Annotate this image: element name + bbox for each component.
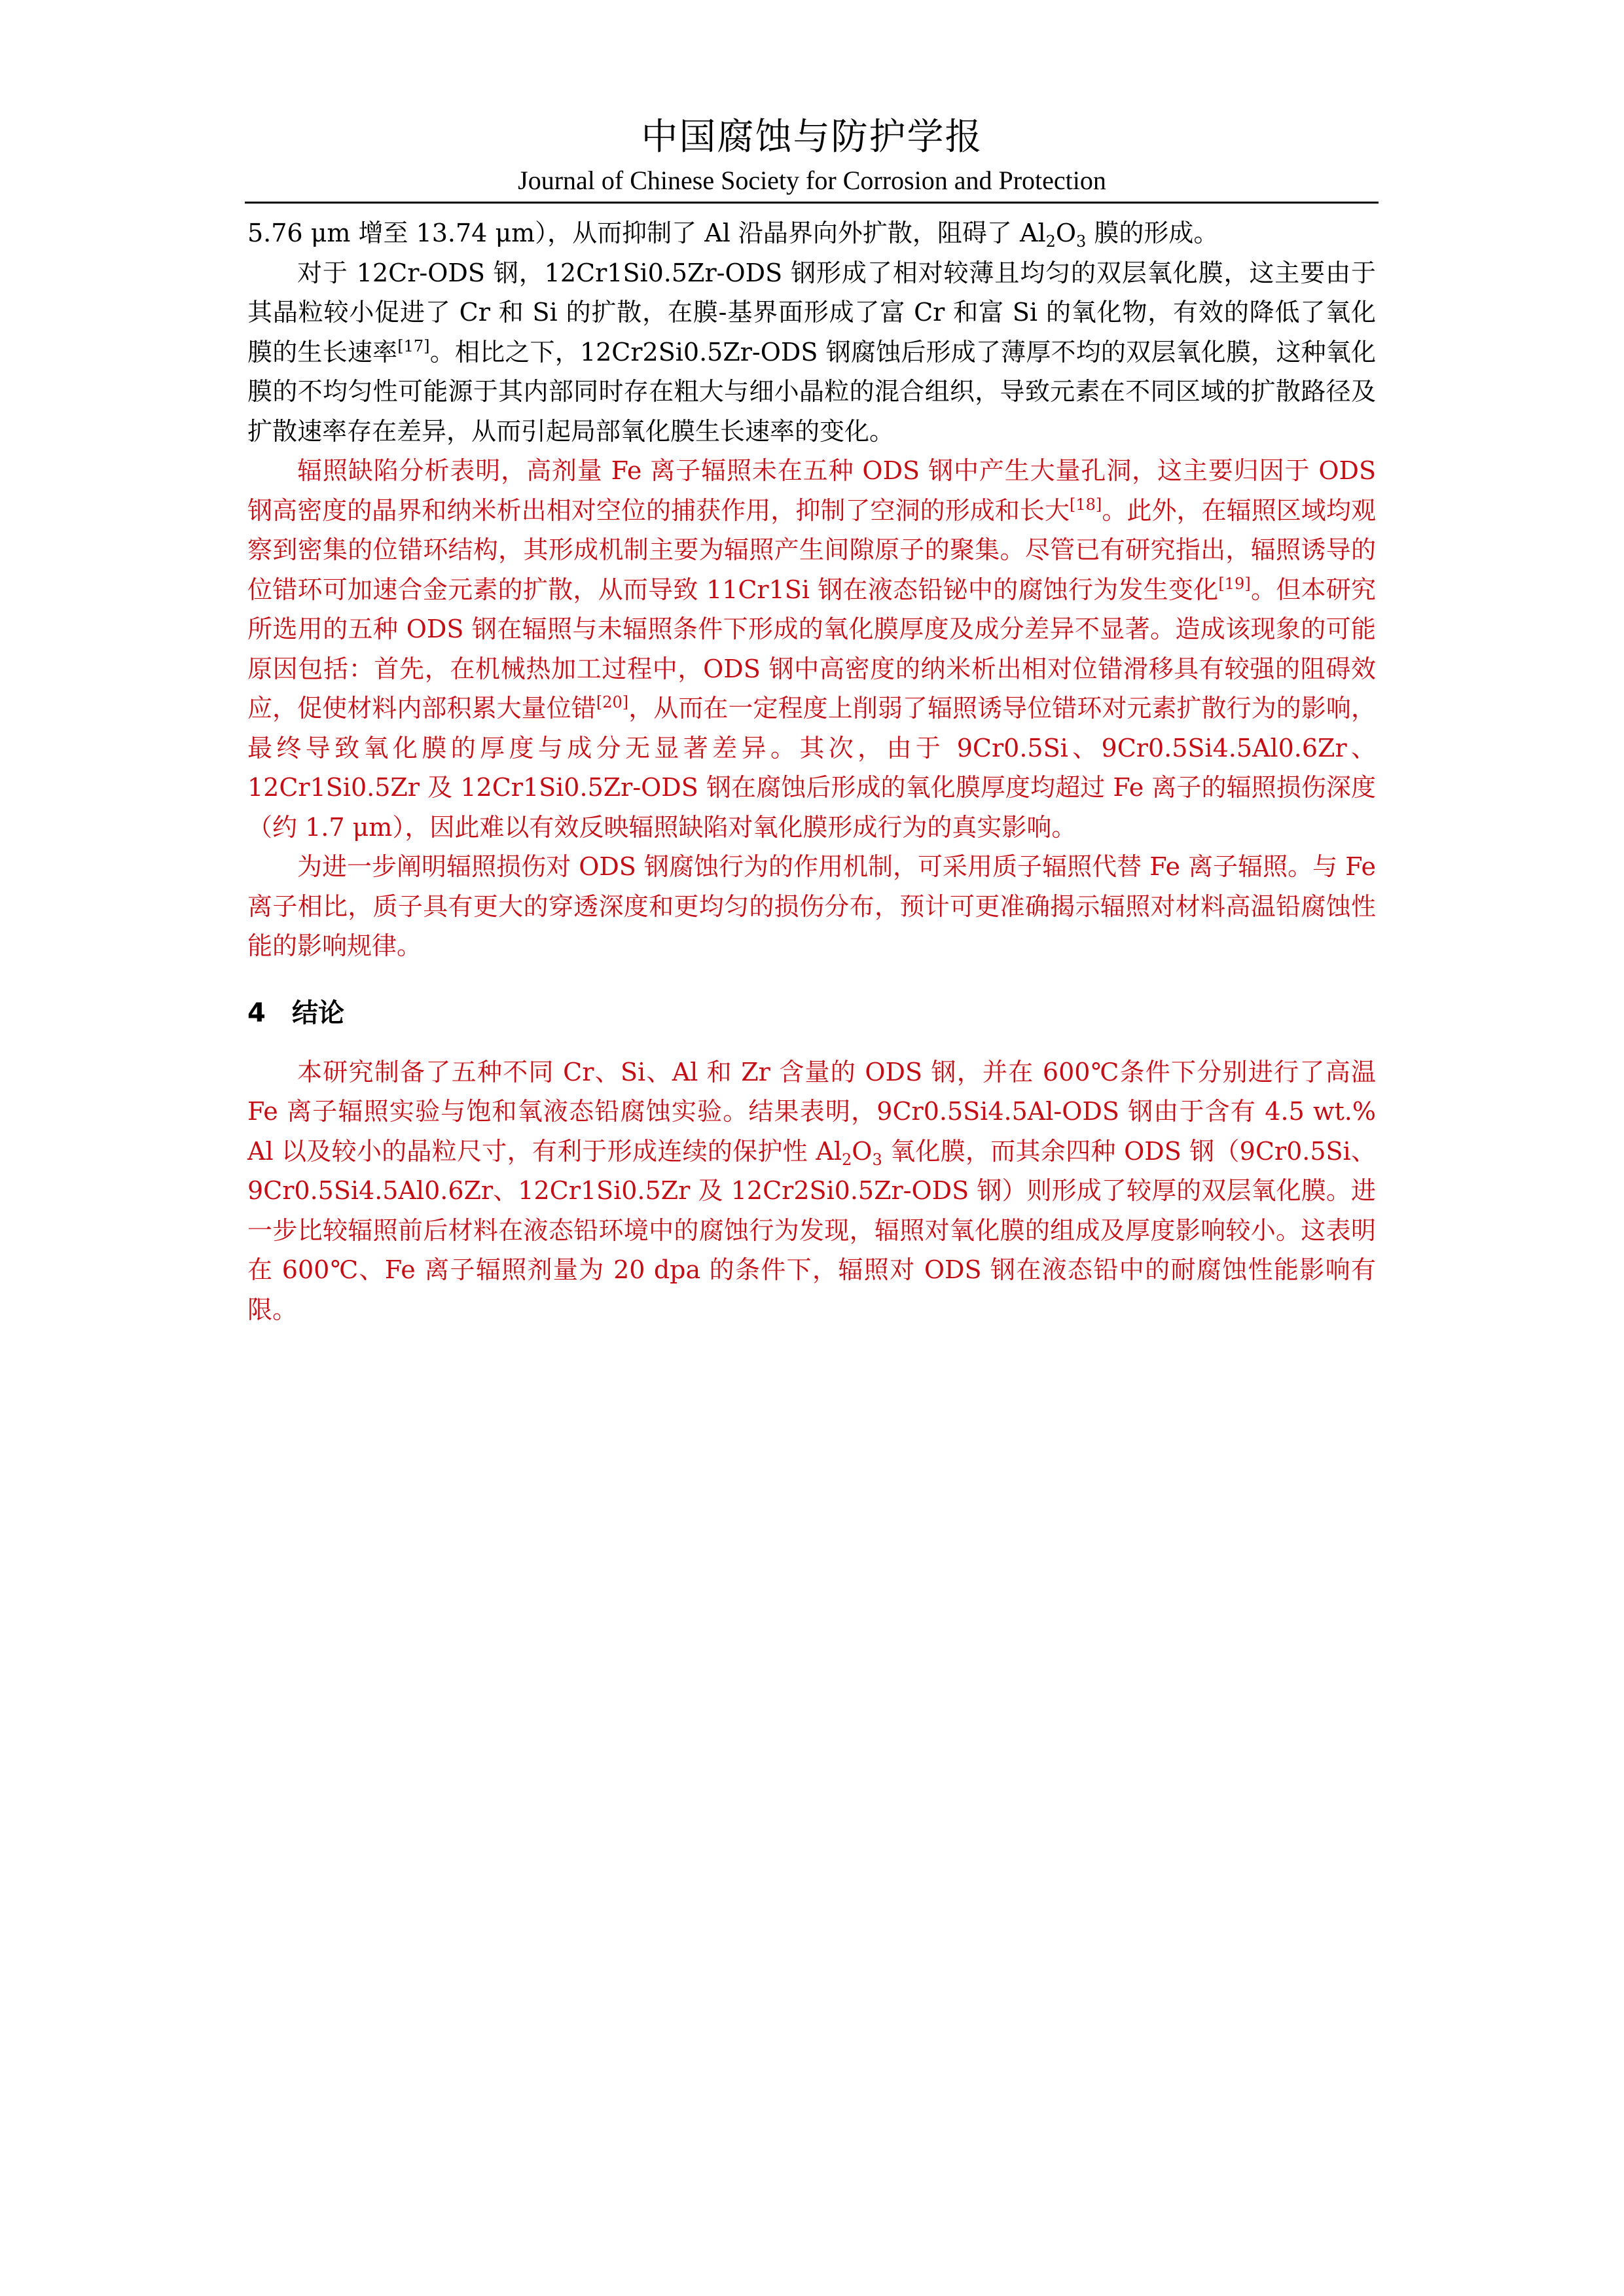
paragraph-continuation: 5.76 μm 增至 13.74 μm），从而抑制了 Al 沿晶界向外扩散，阻碍了 $Al_2O_3$ 膜的形成。 — [247, 219, 1219, 251]
header-divider — [245, 202, 1379, 204]
paragraph-conclusion: 本研究制备了五种不同 Cr、Si、Al 和 Zr 含量的 ODS 钢，并在 600℃条件下分别进行了高温 Fe 离子辐照实验与饱和氧液态铅腐蚀实验。结果表明，9Cr0.5Si4.5Al-ODS 钢由于含有 4.5 wt.% Al 以及较小的晶粒尺寸，有利于形成连续的保护性 $Al_2O_3$ 氧化膜，而其余四种 ODS 钢（9Cr0.5Si、9Cr0.5Si4.5Al0.6Zr、12Cr1Si0.5Zr 及 12Cr2Si0.5Zr-ODS 钢）则形成了较厚的双层氧化膜。进一步比较辐照前后材料在液态铅环境中的腐蚀行为发现，辐照对氧化膜的组成及厚度影响较小。这表明在 600℃、Fe 离子辐照剂量为 20 dpa 的条件下，辐照对 ODS 钢在液态铅中的耐腐蚀性能影响有限。 — [247, 1057, 1376, 1324]
journal-title-en: Journal of Chinese Society for Corrosion and Protection — [518, 166, 1106, 195]
citation-17[interactable]: [17] — [397, 336, 430, 355]
citation-19[interactable]: [19] — [1218, 574, 1251, 593]
citation-18[interactable]: [18] — [1070, 495, 1102, 514]
paragraph-12cr-discussion: 对于 12Cr-ODS 钢，12Cr1Si0.5Zr-ODS 钢形成了相对较薄且均匀的双层氧化膜，这主要由于其晶粒较小促进了 Cr 和 Si 的扩散，在膜-基界面形成了富 Cr 和富 Si 的氧化物，有效的降低了氧化膜的生长速率[17]。相比之下，12Cr2Si0.5Zr-ODS 钢腐蚀后形成了薄厚不均的双层氧化膜，这种氧化膜的不均匀性可能源于其内部同时存在粗大与细小晶粒的混合组织，导致元素在不同区域的扩散路径及扩散速率存在差异，从而引起局部氧化膜生长速率的变化。 — [247, 258, 1377, 446]
paragraph-irradiation-defects: 辐照缺陷分析表明，高剂量 Fe 离子辐照未在五种 ODS 钢中产生大量孔洞，这主要归因于 ODS 钢高密度的晶界和纳米析出相对空位的捕获作用，抑制了空洞的形成和长大[18]。此外，在辐照区域均观察到密集的位错环结构，其形成机制主要为辐照产生间隙原子的聚集。尽管已有研究指出，辐照诱导的位错环可加速合金元素的扩散，从而导致 11Cr1Si 钢在液态铅铋中的腐蚀行为发生变化[19]。但本研究所选用的五种 ODS 钢在辐照与未辐照条件下形成的氧化膜厚度及成分差异不显著。造成该现象的可能原因包括：首先，在机械热加工过程中，ODS 钢中高密度的纳米析出相对位错滑移具有较强的阻碍效应，促使材料内部积累大量位错[20]，从而在一定程度上削弱了辐照诱导位错环对元素扩散行为的影响，最终导致氧化膜的厚度与成分无显著差异。其次，由于 9Cr0.5Si、9Cr0.5Si4.5Al0.6Zr、12Cr1Si0.5Zr 及 12Cr1Si0.5Zr-ODS 钢在腐蚀后形成的氧化膜厚度均超过 Fe 离子的辐照损伤深度（约 1.7 μm），因此难以有效反映辐照缺陷对氧化膜形成行为的真实影响。 — [247, 456, 1376, 842]
section-number: 4 — [247, 997, 266, 1028]
paragraph-proton-irradiation: 为进一步阐明辐照损伤对 ODS 钢腐蚀行为的作用机制，可采用质子辐照代替 Fe 离子辐照。与 Fe 离子相比，质子具有更大的穿透深度和更均匀的损伤分布，预计可更准确揭示辐照对材料高温铅腐蚀性能的影响规律。 — [247, 852, 1376, 960]
page-header — [0, 111, 1624, 198]
section-title: 结论 — [292, 997, 344, 1028]
journal-title-cn: 中国腐蚀与防护学报 — [641, 116, 983, 158]
section-heading-conclusion — [247, 994, 1376, 1033]
article-body — [247, 213, 1376, 1329]
citation-20[interactable]: [20] — [596, 693, 629, 711]
